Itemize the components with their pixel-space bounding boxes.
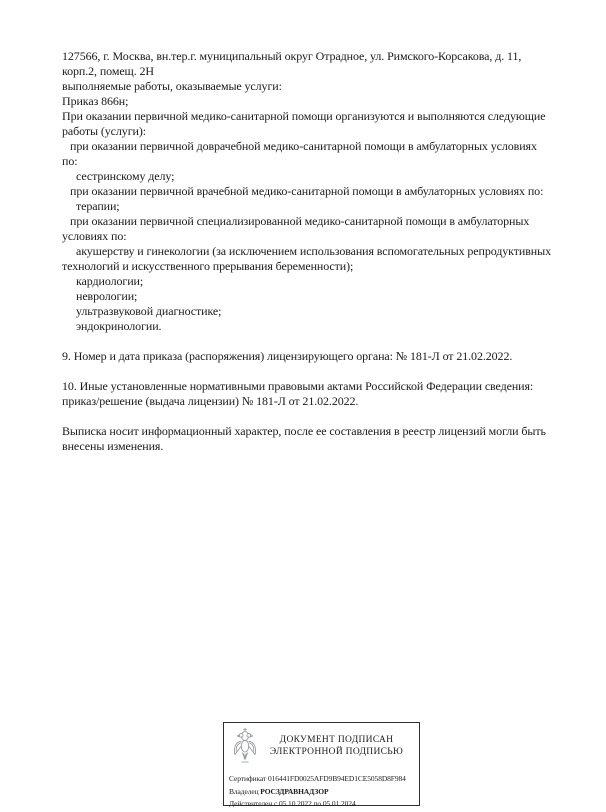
text-line: акушерству и гинекологии (за исключением использования вспомогательных репродуктивных [76,244,551,258]
electronic-signature-stamp [223,722,420,806]
text-line: Приказ 866н; [62,94,129,108]
text-line: условиях по: [62,229,127,243]
text-line: 10. Иные установленные нормативными правовыми актами Российской Федерации сведения: [62,379,534,393]
owner-row [229,786,414,799]
text-line: 9. Номер и дата приказа (распоряжения) лицензирующего органа: № 181-Л от 21.02.2022. [62,349,513,363]
text-line: При оказании первичной медико-санитарной помощи организуются и выполняются следующие [62,109,546,123]
stamp-title-line-1: ДОКУМЕНТ ПОДПИСАН [279,735,394,745]
document-body-text [62,49,551,454]
validity-row: Действителен с 05.10.2022 по 05.01.2024 [229,799,356,808]
text-line: 127566, г. Москва, вн.тер.г. муниципальный округ Отрадное, ул. Римского-Корсакова, д. 11, [62,49,522,63]
certificate-label: Сертификат [229,774,267,783]
text-line: при оказании первичной врачебной медико-санитарной помощи в амбулаторных условиях по: [70,184,544,198]
certificate-value: 016441FD0025AFD9B94ED1CE5058D8F984 [267,774,406,783]
text-line: технологий и искусственного прерывания беременности); [62,259,354,273]
text-line: кардиологии; [76,274,144,288]
text-line: неврологии; [76,289,138,303]
stamp-header [224,723,419,771]
owner-label: Владелец [229,786,259,796]
stamp-details [224,771,419,811]
text-line: эндокринологии. [76,319,162,333]
text-line: по: [62,154,78,168]
text-line: терапии; [76,199,120,213]
text-line: корп.2, помещ. 2Н [62,64,154,78]
certificate-row [229,773,414,786]
owner-value: РОСЗДРАВНАДЗОР [260,786,329,796]
text-line: сестринскому делу; [76,169,175,183]
text-line: ультразвуковой диагностике; [76,304,222,318]
stamp-title [260,726,413,758]
roszdravnadzor-eagle-icon [232,727,258,767]
text-line: приказ/решение (выдача лицензии) № 181-Л от 21.02.2022. [62,394,359,408]
text-line: при оказании первичной специализированной медико-санитарной помощи в амбулаторных [70,214,530,228]
text-line: внесены изменения. [62,439,164,453]
text-line: при оказании первичной доврачебной медико-санитарной помощи в амбулаторных условиях [70,139,537,153]
text-line: Выписка носит информационный характер, после ее составления в реестр лицензий могли быть [62,424,546,438]
stamp-title-line-2: ЭЛЕКТРОННОЙ ПОДПИСЬЮ [269,746,404,757]
text-line: выполняемые работы, оказываемые услуги: [62,79,282,93]
text-line: работы (услуги): [62,124,146,138]
